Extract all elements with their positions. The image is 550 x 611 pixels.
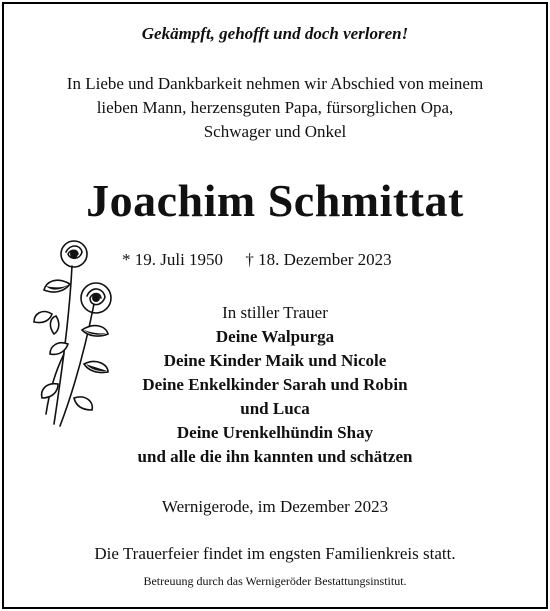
motto: Gekämpft, gehofft und doch verloren!: [141, 24, 409, 43]
mourner-line: Deine Walpurga: [215, 327, 335, 346]
mourner-line: Deine Kinder Maik und Nicole: [163, 351, 387, 370]
mourner-line: In stiller Trauer: [222, 303, 328, 322]
intro-line: Schwager und Onkel: [203, 122, 347, 141]
deceased-name: Joachim Schmittat: [86, 175, 464, 226]
place-date: Wernigerode, im Dezember 2023: [161, 497, 389, 516]
life-dates: [122, 250, 452, 270]
birth-date: * 19. Juli 1950: [122, 250, 224, 269]
intro-line: In Liebe und Dankbarkeit nehmen wir Abschied von meinem: [66, 74, 484, 93]
obituary-notice: [2, 2, 548, 609]
mourner-line: und Luca: [240, 399, 310, 418]
death-date: † 18. Dezember 2023: [245, 250, 392, 269]
mourner-line: Deine Urenkelhündin Shay: [176, 423, 374, 442]
mourner-line: Deine Enkelkinder Sarah und Robin: [142, 375, 408, 394]
intro-line: lieben Mann, herzensguten Papa, fürsorglichen Opa,: [96, 98, 454, 117]
mourner-line: und alle die ihn kannten und schätzen: [137, 447, 413, 466]
funeral-service-credit: Betreuung durch das Wernigeröder Bestattungsinstitut.: [143, 574, 407, 588]
funeral-note: Die Trauerfeier findet im engsten Familienkreis statt.: [94, 544, 456, 563]
